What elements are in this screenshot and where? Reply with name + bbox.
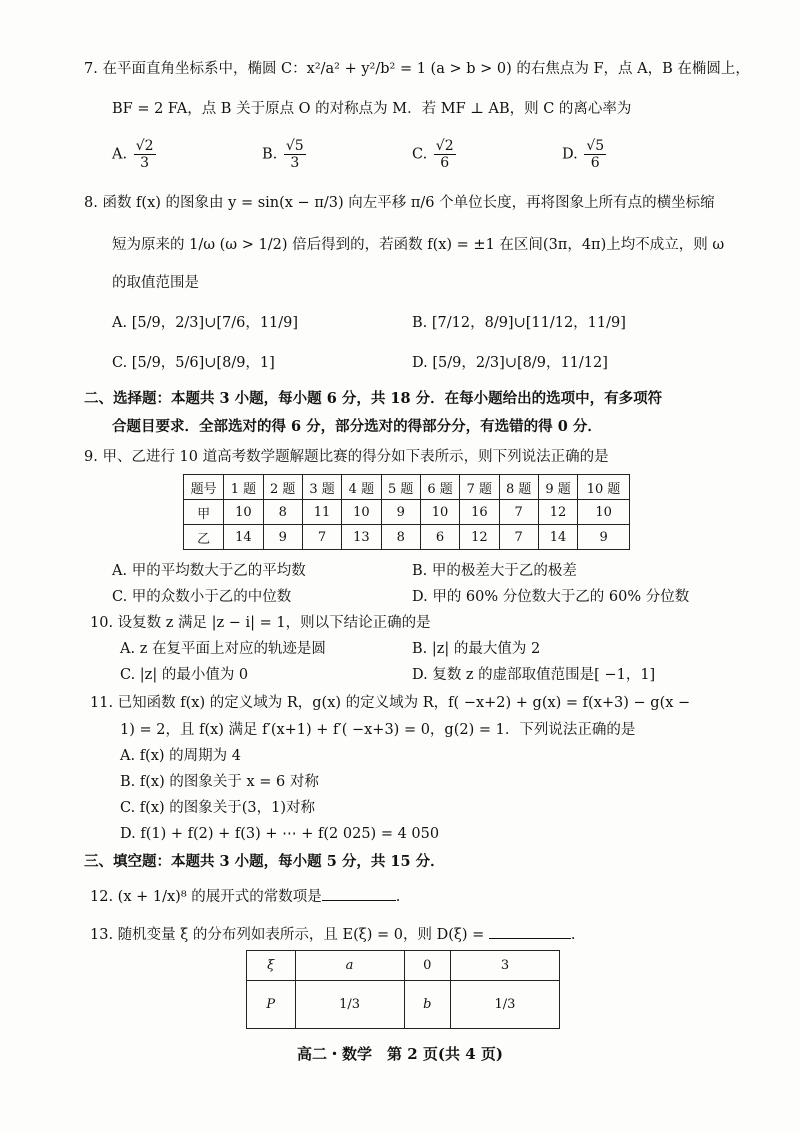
table-cell: 7 [302, 525, 341, 550]
q9-option-a: A. 甲的平均数大于乙的平均数 [112, 563, 306, 579]
q12-line: 12. (x + 1/x)⁸ 的展开式的常数项是 . [90, 886, 730, 906]
q8-line1 [84, 194, 724, 212]
table-cell: ξ [247, 951, 296, 981]
table-cell: 1/3 [295, 981, 404, 1029]
q9-number: 9. [84, 449, 98, 465]
table-cell: 甲 [184, 500, 224, 525]
q8-number: 8. [84, 195, 98, 211]
q13-line: 13. 随机变量 ξ 的分布列如表所示，且 E(ξ) = 0，则 D(ξ) = . [90, 924, 730, 944]
table-cell: 8 [263, 500, 302, 525]
q9-option-d: D. 甲的 60% 分位数大于乙的 60% 分位数 [412, 589, 690, 605]
q7-number: 7. [84, 61, 98, 77]
q9-option-c: C. 甲的众数小于乙的中位数 [112, 589, 292, 605]
q7-text-1: 在平面直角坐标系中，椭圆 C：x²/a² + y²/b² = 1 (a > b > 0) 的右焦点为 F，点 A，B 在椭圆上， [102, 61, 750, 77]
q11-option-c: C. f(x) 的图象关于(3，1)对称 [120, 800, 316, 816]
q8-option-c: C. [5/9，5/6]∪[8/9，1] [112, 355, 275, 371]
q9-line [84, 448, 724, 466]
table-cell: 乙 [184, 525, 224, 550]
q12-expression: (x + 1/x)⁸ [117, 889, 187, 905]
table-cell: 8 [381, 525, 420, 550]
table-cell: 9 题 [538, 475, 577, 500]
q11-option-a: A. f(x) 的周期为 4 [120, 748, 241, 764]
q13-answer-blank[interactable] [489, 924, 571, 939]
q11-line1 [90, 694, 730, 712]
table-cell: 9 [263, 525, 302, 550]
table-cell: 1 题 [224, 475, 263, 500]
section3-heading: 三、填空题：本题共 3 小题，每小题 5 分，共 15 分． [84, 853, 445, 870]
table-row [247, 951, 560, 981]
q10-option-c: C. |z| 的最小值为 0 [120, 667, 249, 683]
q8-line3: 的取值范围是 [112, 275, 199, 291]
table-cell: 10 题 [578, 475, 630, 500]
table-cell: 7 题 [460, 475, 499, 500]
table-cell: 0 [404, 951, 450, 981]
table-cell: 6 [420, 525, 459, 550]
table-row [247, 981, 560, 1029]
table-cell: 13 [342, 525, 381, 550]
table-cell: 10 [224, 500, 263, 525]
table-cell: 16 [460, 500, 499, 525]
q8-text-1: 函数 f(x) 的图象由 y = sin(x − π/3) 向左平移 π/6 个单位长度，再将图象上所有点的横坐标缩 [102, 195, 715, 211]
q8-option-d: D. [5/9，2/3]∪[8/9，11/12] [412, 355, 608, 371]
table-cell: 12 [460, 525, 499, 550]
q11-option-b: B. f(x) 的图象关于 x = 6 对称 [120, 774, 319, 790]
q7-line1 [84, 60, 750, 78]
table-cell: 4 题 [342, 475, 381, 500]
q8-option-a: A. [5/9，2/3]∪[7/6，11/9] [112, 315, 299, 331]
q8-line2: 短为原来的 1/ω (ω > 1/2) 倍后得到的，若函数 f(x) = ±1 在区间(3π，4π)上均不成立，则 ω [112, 237, 725, 253]
q9-score-table [183, 474, 630, 550]
q11-option-d: D. f(1) + f(2) + f(3) + ⋯ + f(2 025) = 4 050 [120, 826, 440, 842]
q7-option-b: B. $\frac{√5}{3}$ [262, 138, 304, 171]
table-cell: 10 [342, 500, 381, 525]
table-row [184, 525, 630, 550]
q12-number: 12. [90, 889, 114, 905]
q10-option-a: A. z 在复平面上对应的轨迹是圆 [120, 641, 326, 657]
table-cell: 3 [450, 951, 559, 981]
table-cell: 14 [538, 525, 577, 550]
q11-line2: 1) = 2，且 f(x) 满足 f′(x+1) + f′( −x+3) = 0，g(2) = 1．下列说法正确的是 [120, 722, 636, 738]
q11-text-1: 已知函数 f(x) 的定义域为 R，g(x) 的定义域为 R，f( −x+2) + g(x) = f(x+3) − g(x − [117, 695, 691, 711]
page-footer: 高二・数学 第 2 页(共 4 页) [297, 1045, 503, 1063]
q9-text: 甲、乙进行 10 道高考数学题解题比赛的得分如下表所示，则下列说法正确的是 [102, 449, 609, 465]
q11-number: 11. [90, 695, 114, 711]
q7-option-c: C. $\frac{√2}{6}$ [412, 138, 454, 171]
table-cell: 9 [381, 500, 420, 525]
table-cell: a [295, 951, 404, 981]
table-cell: 8 题 [499, 475, 538, 500]
q10-line [90, 614, 730, 632]
table-cell: 12 [538, 500, 577, 525]
q7-line2: BF = 2 FA，点 B 关于原点 O 的对称点为 M．若 MF ⊥ AB，则 C 的离心率为 [112, 101, 632, 117]
table-cell: P [247, 981, 296, 1029]
q10-number: 10. [90, 615, 114, 631]
table-cell: 1/3 [450, 981, 559, 1029]
table-cell: b [404, 981, 450, 1029]
q10-option-b: B. |z| 的最大值为 2 [412, 641, 541, 657]
section2-heading-1: 二、选择题：本题共 3 小题，每小题 6 分，共 18 分．在每小题给出的选项中，有多项符 [84, 390, 663, 407]
table-cell: 3 题 [302, 475, 341, 500]
table-cell: 2 题 [263, 475, 302, 500]
q10-option-d: D. 复数 z 的虚部取值范围是[ −1，1] [412, 667, 656, 683]
table-cell: 题号 [184, 475, 224, 500]
table-cell: 7 [499, 525, 538, 550]
q7-option-d: D. $\frac{√5}{6}$ [562, 138, 605, 171]
q8-option-b: B. [7/12，8/9]∪[11/12，11/9] [412, 315, 626, 331]
q9-table-header-row [184, 475, 630, 500]
table-cell: 9 [578, 525, 630, 550]
q12-answer-blank[interactable] [322, 886, 396, 901]
table-cell: 11 [302, 500, 341, 525]
section2-heading-2: 合题目要求．全部选对的得 6 分，部分选对的得部分分，有选错的得 0 分． [112, 418, 602, 435]
q12-text: 的展开式的常数项是 [191, 889, 322, 905]
q7-option-a: A. $\frac{√2}{3}$ [112, 138, 154, 171]
q9-option-b: B. 甲的极差大于乙的极差 [412, 563, 577, 579]
table-cell: 14 [224, 525, 263, 550]
table-row [184, 500, 630, 525]
table-cell: 10 [420, 500, 459, 525]
q13-number: 13. [90, 927, 114, 943]
q13-text: 随机变量 ξ 的分布列如表所示，且 E(ξ) = 0，则 D(ξ) = [117, 927, 485, 943]
q13-distribution-table [246, 950, 560, 1029]
q10-text: 设复数 z 满足 |z − i| = 1，则以下结论正确的是 [117, 615, 431, 631]
table-cell: 10 [578, 500, 630, 525]
table-cell: 7 [499, 500, 538, 525]
table-cell: 5 题 [381, 475, 420, 500]
table-cell: 6 题 [420, 475, 459, 500]
